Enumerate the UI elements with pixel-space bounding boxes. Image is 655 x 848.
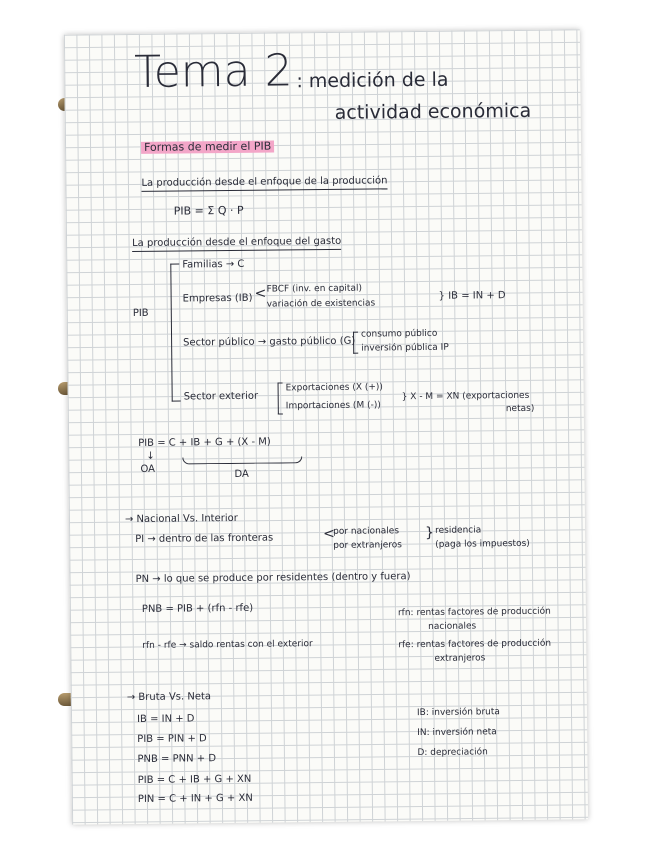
- rfn-def: rfn: rentas factores de producción: [397, 606, 551, 619]
- rfe-def2: extranjeros: [434, 653, 486, 664]
- bruta-heading: → Bruta Vs. Neta: [126, 691, 212, 704]
- bruta-line2: PIB = PIN + D: [137, 733, 207, 745]
- da-arrow: ↓: [146, 450, 155, 462]
- exportaciones: Exportaciones (X (+)): [285, 382, 383, 394]
- paga-impuestos: (paga los impuestos): [435, 538, 530, 550]
- title-tema: Tema 2: [134, 45, 293, 98]
- nacional-heading: → Nacional Vs. Interior: [124, 512, 238, 526]
- notebook-page: [64, 29, 588, 824]
- sector-exterior-line: Sector exterior: [183, 390, 259, 403]
- ib-result: } IB = IN + D: [438, 290, 506, 302]
- variacion-line: variación de existencias: [266, 298, 376, 310]
- public-bracket: [353, 332, 358, 354]
- title-line1: : medición de la: [296, 68, 449, 93]
- por-extranjeros: por extranjeros: [333, 540, 402, 551]
- angle-brace: <: [254, 285, 267, 302]
- inversion-publica: inversión pública IP: [361, 342, 449, 354]
- oa-label: OA: [140, 463, 156, 475]
- title-line2: actividad económica: [334, 99, 532, 124]
- familias-line: Familias → C: [182, 258, 245, 271]
- pib-bracket: [170, 264, 180, 402]
- pn-line: PN → lo que se produce por residentes (dentro y fuera): [135, 571, 411, 586]
- residencia: residencia: [435, 525, 482, 536]
- rfe-def: rfe: rentas factores de producción: [398, 638, 552, 651]
- bruta-line4: PIB = C + IB + G + XN: [137, 773, 252, 786]
- sector-publico-line: Sector público → gasto público (G): [183, 335, 356, 349]
- pnb-line: PNB = PIB + (rfn - rfe): [141, 602, 254, 615]
- bruta-line3: PNB = PNN + D: [137, 753, 217, 765]
- xn-result: } X - M = XN (exportaciones: [401, 390, 530, 403]
- exterior-bracket: [278, 382, 283, 414]
- pi-brace: }: [425, 524, 435, 541]
- consumo-publico: consumo público: [360, 328, 438, 340]
- pi-line: PI → dentro de las fronteras: [135, 532, 274, 546]
- pi-angle: <: [323, 525, 335, 543]
- da-label: DA: [234, 468, 249, 480]
- bruta-line1: IB = IN + D: [136, 713, 195, 725]
- def-in: IN: inversión neta: [417, 727, 497, 739]
- da-equation: PIB = C + IB + G + (X - M): [138, 436, 271, 449]
- fbcf-line: FBCF (inv. en capital): [266, 283, 363, 295]
- def-ib: IB: inversión bruta: [416, 707, 500, 719]
- section-heading: Formas de medir el PIB: [141, 141, 274, 154]
- rfn-def2: nacionales: [428, 621, 477, 632]
- importaciones: Importaciones (M (-)): [285, 400, 381, 412]
- production-formula: PIB = Σ Q · P: [173, 203, 244, 218]
- empresas-line: Empresas (IB): [182, 292, 253, 305]
- xn-netas: netas): [505, 403, 535, 415]
- rfn-rfe-line: rfn - rfe → saldo rentas con el exterior: [142, 639, 313, 651]
- production-heading: La producción desde el enfoque de la producción: [141, 175, 387, 192]
- bruta-line5: PIN = C + IN + G + XN: [137, 792, 253, 805]
- por-nacionales: por nacionales: [333, 526, 400, 537]
- spending-heading: La producción desde el enfoque del gasto: [132, 236, 341, 252]
- def-d: D: depreciación: [417, 747, 488, 759]
- da-brace: [182, 456, 302, 464]
- pib-label: PIB: [132, 307, 149, 320]
